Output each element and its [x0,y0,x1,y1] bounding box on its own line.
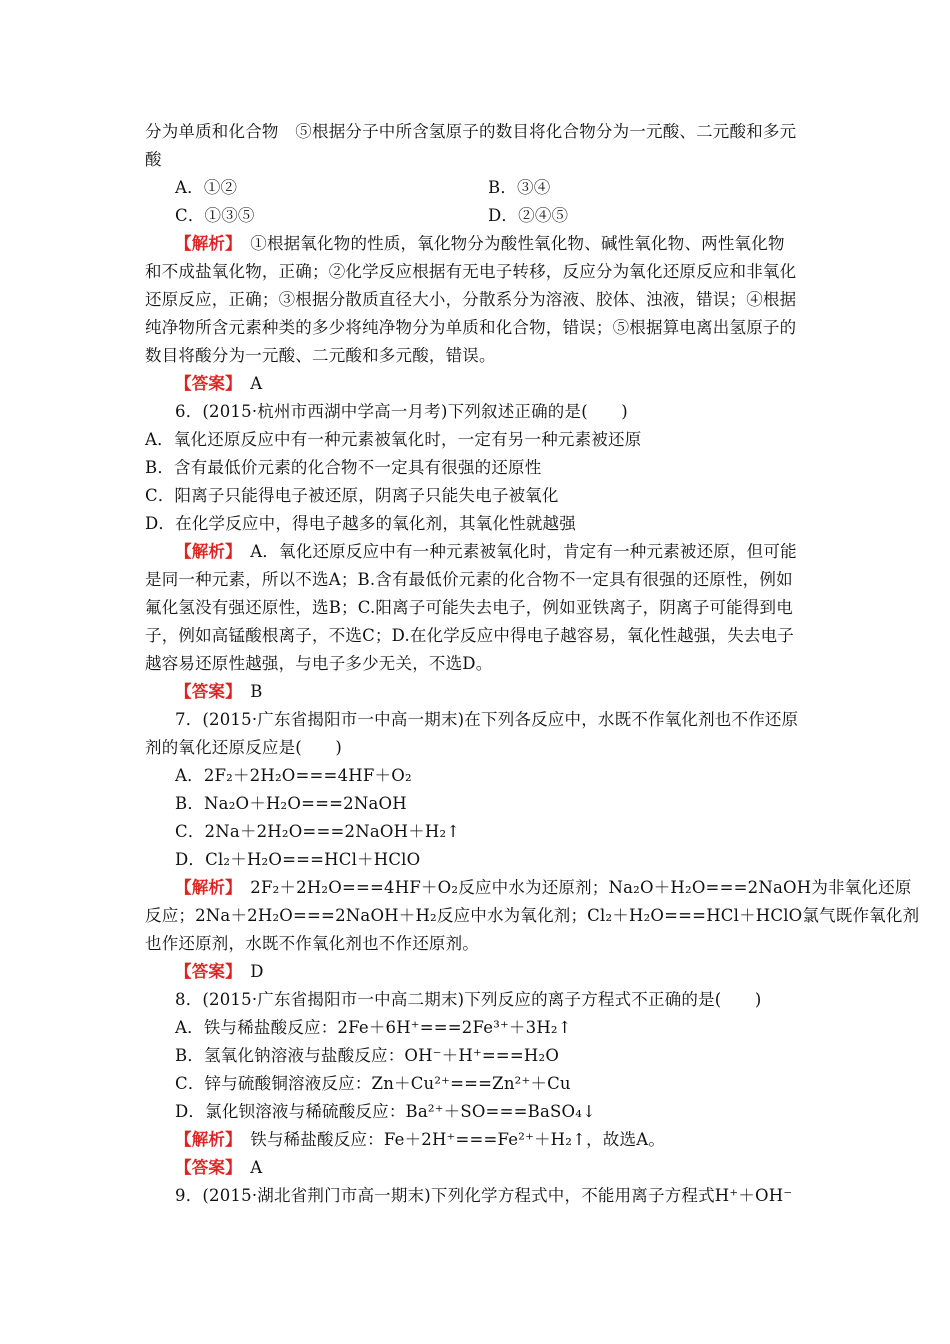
line-text: 铁与稀盐酸反应：Fe＋2H⁺===Fe²⁺＋H₂↑，故选A。 [233,1130,666,1149]
line-text: 6．(2015·杭州市西湖中学高一月考)下列叙述正确的是( ) [175,402,628,421]
line-text: 分为单质和化合物 ⑤根据分子中所含氢原子的数目将化合物分为一元酸、二元酸和多元 [145,122,797,141]
analysis-tag: 【解析】 [175,234,234,253]
text-line [175,372,262,396]
text-line [145,260,796,284]
line-text: D．②④⑤ [488,206,569,225]
line-text: 8．(2015·广东省揭阳市一中高二期末)下列反应的离子方程式不正确的是( ) [175,990,762,1009]
line-text: D．在化学反应中，得电子越多的氧化剂，其氧化性就越强 [145,514,576,533]
line-text: 子，例如高锰酸根离子，不选C；D.在化学反应中得电子越容易，氧化性越强，失去电子 [145,626,795,645]
text-line [175,708,798,732]
answer-tag: 【答案】 [175,682,234,701]
line-text: 7．(2015·广东省揭阳市一中高一期末)在下列各反应中，水既不作氧化剂也不作还原 [175,710,799,729]
text-line [175,1156,262,1180]
line-text: C．①③⑤ [175,206,255,225]
text-line [488,204,568,228]
text-line [175,1100,596,1124]
line-text: B [233,682,263,701]
line-text: 还原反应，正确；③根据分散质直径大小，分散系分为溶液、胶体、浊液，错误；④根据 [145,290,797,309]
text-line [145,652,492,676]
line-text: 9．(2015·湖北省荆门市高一期末)下列化学方程式中，不能用离子方程式H⁺＋OH⁻ [175,1186,793,1205]
text-line [145,624,794,648]
text-line [175,232,785,256]
answer-tag: 【答案】 [175,374,234,393]
line-text: 氟化氢没有强还原性，选B；C.阳离子可能失去电子，例如亚铁离子，阴离子可能得到电 [145,598,793,617]
text-line [175,1184,792,1208]
line-text: A．2F₂＋2H₂O===4HF＋O₂ [175,766,412,785]
line-text: A．铁与稀盐酸反应：2Fe＋6H⁺===2Fe³⁺＋3H₂↑ [175,1018,572,1037]
line-text: 数目将酸分为一元酸、二元酸和多元酸，错误。 [145,346,496,365]
text-line [145,428,641,452]
line-text: B．③④ [488,178,551,197]
text-line [175,792,407,816]
text-line [145,288,796,312]
line-text: D．Cl₂＋H₂O===HCl＋HClO [175,850,421,869]
line-text: B．含有最低价元素的化合物不一定具有很强的还原性 [145,458,542,477]
text-line [145,148,162,172]
text-line [145,596,793,620]
line-text: C．阳离子只能得电子被还原，阴离子只能失电子被氧化 [145,486,559,505]
line-text: A．①② [175,178,238,197]
line-text: 酸 [145,150,162,169]
text-line [175,1044,559,1068]
line-text: 越容易还原性越强，与电子多少无关，不选D。 [145,654,493,673]
text-line [145,736,342,760]
line-text: D．氯化钡溶液与稀硫酸反应：Ba²⁺＋SO===BaSO₄↓ [175,1102,597,1121]
text-line [145,904,919,928]
text-line [145,484,559,508]
analysis-tag: 【解析】 [175,542,234,561]
line-text: 剂的氧化还原反应是( ) [145,738,342,757]
text-line [175,176,237,200]
line-text: C．2Na＋2H₂O===2NaOH＋H₂↑ [175,822,461,841]
line-text: A [233,1158,263,1177]
text-line [145,512,576,536]
line-text: B．氢氧化钠溶液与盐酸反应：OH⁻＋H⁺===H₂O [175,1046,560,1065]
text-line [488,176,550,200]
line-text: 纯净物所含元素种类的多少将纯净物分为单质和化合物，错误；⑤根据算电离出氢原子的 [145,318,797,337]
line-text: B．Na₂O＋H₂O===2NaOH [175,794,407,813]
text-line [145,120,796,144]
answer-tag: 【答案】 [175,962,234,981]
line-text: C．锌与硫酸铜溶液反应：Zn＋Cu²⁺===Zn²⁺＋Cu [175,1074,571,1093]
text-line [175,876,912,900]
line-text: A．氧化还原反应中有一种元素被氧化时，一定有另一种元素被还原 [145,430,642,449]
line-text: A [233,374,263,393]
text-line [175,1072,571,1096]
text-line [145,316,796,340]
line-text: 是同一种元素，所以不选A；B.含有最低价元素的化合物不一定具有很强的还原性，例如 [145,570,793,589]
text-line [175,848,420,872]
text-line [175,680,263,704]
analysis-tag: 【解析】 [175,1130,234,1149]
text-line [175,764,412,788]
text-line [145,568,793,592]
text-line [175,960,264,984]
answer-tag: 【答案】 [175,1158,234,1177]
text-line [175,1128,665,1152]
text-line [175,204,255,228]
text-line [175,400,628,424]
line-text: A．氧化还原反应中有一种元素被氧化时，肯定有一种元素被还原，但可能 [233,542,797,561]
line-text: 反应；2Na＋2H₂O===2NaOH＋H₂反应中水为氧化剂；Cl₂＋H₂O===HCl＋HClO氯气既作氧化剂 [145,906,920,925]
line-text: D [233,962,264,981]
line-text: 2F₂＋2H₂O===4HF＋O₂反应中水为还原剂；Na₂O＋H₂O===2NaOH为非氧化还原 [233,878,912,897]
text-line [145,344,496,368]
line-text: 也作还原剂，水既不作氧化剂也不作还原剂。 [145,934,479,953]
text-line [175,988,761,1012]
text-line [175,540,797,564]
text-line [145,456,541,480]
text-line [175,820,460,844]
text-line [145,932,479,956]
analysis-tag: 【解析】 [175,878,234,897]
line-text: ①根据氧化物的性质，氧化物分为酸性氧化物、碱性氧化物、两性氧化物 [233,234,785,253]
text-line [175,1016,572,1040]
line-text: 和不成盐氧化物，正确；②化学反应根据有无电子转移，反应分为氧化还原反应和非氧化 [145,262,797,281]
